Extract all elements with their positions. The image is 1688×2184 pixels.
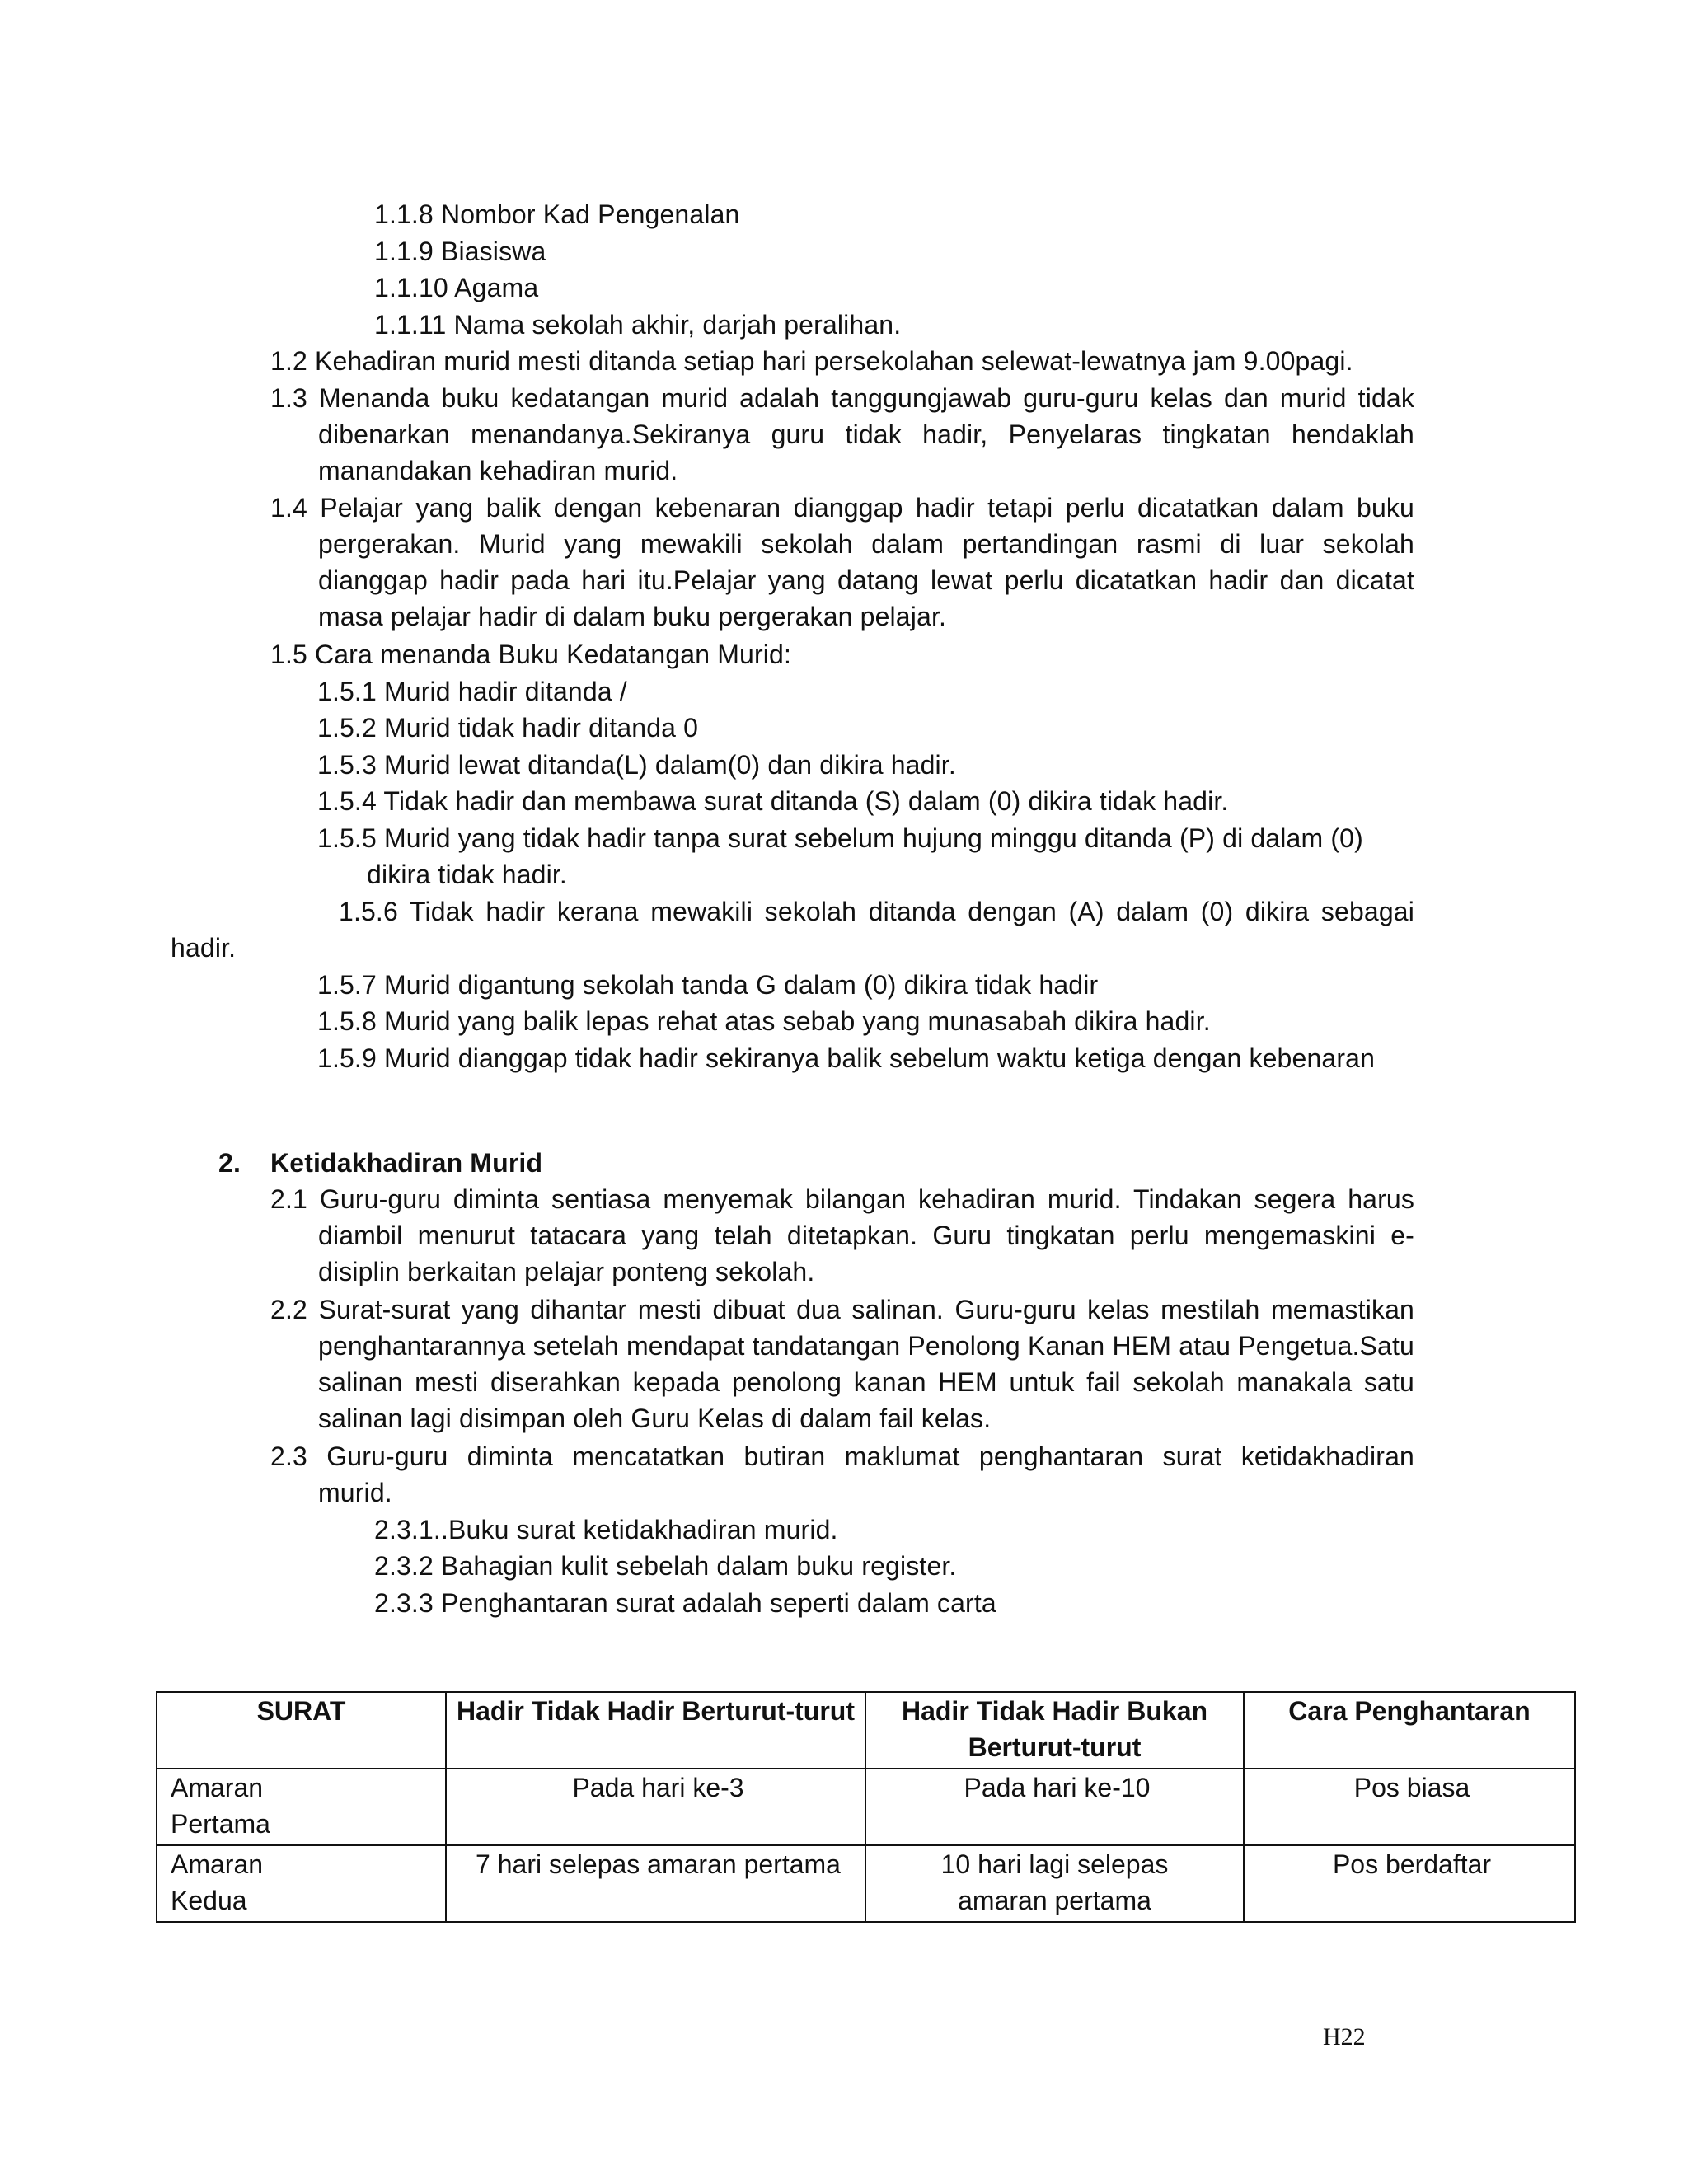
table-cell-bukan-berturut-turut: 10 hari lagi selepas amaran pertama — [865, 1845, 1244, 1922]
list-item-1-5-8: 1.5.8 Murid yang balik lepas rehat atas sebab yang munasabah dikira hadir. — [317, 1006, 1211, 1036]
list-item-1-5-2: 1.5.2 Murid tidak hadir ditanda 0 — [317, 713, 699, 743]
table-row — [157, 1769, 1575, 1845]
paragraph-2-3 — [270, 1438, 1414, 1511]
table-cell-berturut-turut: 7 hari selepas amaran pertama — [446, 1845, 865, 1922]
paragraph-1-4-continuation: pergerakan. Murid yang mewakili sekolah dalam pertandingan rasmi di luar sekolah dianggap hadir pada hari itu.Pelajar yang datang lewat perlu dicatatkan hadir dan dicatat masa pelajar hadir di dalam buku pergerakan pelajar. — [318, 529, 1414, 631]
paragraph-2-2 — [270, 1291, 1414, 1436]
list-item-1-1-9: 1.1.9 Biasiswa — [374, 237, 546, 266]
table-header-berturut-turut: Hadir Tidak Hadir Berturut-turut — [446, 1692, 865, 1769]
table-header-surat: SURAT — [157, 1692, 446, 1769]
list-item-2-3-3: 2.3.3 Penghantaran surat adalah seperti dalam carta — [374, 1588, 996, 1618]
list-item-1-5-6: 1.5.6 Tidak hadir kerana mewakili sekolah ditanda dengan (A) dalam (0) dikira sebagai — [339, 897, 1414, 926]
table-cell-bukan-berturut-turut: Pada hari ke-10 — [865, 1769, 1244, 1845]
paragraph-1-4-first-line: 1.4 Pelajar yang balik dengan kebenaran dianggap hadir tetapi perlu dicatatkan dalam buku — [270, 493, 1414, 523]
paragraph-2-1-first-line: 2.1 Guru-guru diminta sentiasa menyemak bilangan kehadiran murid. Tindakan segera harus — [270, 1184, 1414, 1214]
table-cell-surat: Amaran Kedua — [157, 1845, 446, 1922]
table-header-bukan-berturut-turut: Hadir Tidak Hadir Bukan Berturut-turut — [865, 1692, 1244, 1769]
list-item-1-5-6-continuation: hadir. — [171, 933, 237, 963]
paragraph-2-1-continuation: diambil menurut tatacara yang telah ditetapkan. Guru tingkatan perlu mengemaskini e-disiplin berkaitan pelajar ponteng sekolah. — [318, 1221, 1414, 1286]
table-header-row — [157, 1692, 1575, 1769]
paragraph-2-2-continuation: penghantarannya setelah mendapat tandatangan Penolong Kanan HEM atau Pengetua.Satu salinan mesti diserahkan kepada penolong kanan HEM untuk fail sekolah manakala satu salinan lagi disimpan oleh Guru Kelas di dalam fail kelas. — [318, 1331, 1414, 1433]
list-item-1-1-11: 1.1.11 Nama sekolah akhir, darjah peralihan. — [374, 310, 902, 340]
list-item-1-5-4: 1.5.4 Tidak hadir dan membawa surat ditanda (S) dalam (0) dikira tidak hadir. — [317, 786, 1229, 816]
paragraph-1-5: 1.5 Cara menanda Buku Kedatangan Murid: — [270, 640, 792, 669]
list-item-2-3-2: 2.3.2 Bahagian kulit sebelah dalam buku register. — [374, 1551, 957, 1581]
table-cell-berturut-turut: Pada hari ke-3 — [446, 1769, 865, 1845]
list-item-2-3-1: 2.3.1..Buku surat ketidakhadiran murid. — [374, 1515, 838, 1544]
paragraph-1-4 — [270, 490, 1414, 635]
table-cell-cara-penghantaran: Pos biasa — [1244, 1769, 1575, 1845]
paragraph-2-3-first-line: 2.3 Guru-guru diminta mencatatkan butiran maklumat penghantaran surat ketidakhadiran — [270, 1441, 1414, 1471]
list-item-1-5-5-continuation: dikira tidak hadir. — [367, 860, 567, 889]
paragraph-2-3-continuation: murid. — [318, 1478, 392, 1507]
paragraph-2-2-first-line: 2.2 Surat-surat yang dihantar mesti dibuat dua salinan. Guru-guru kelas mestilah memastikan — [270, 1295, 1414, 1324]
list-item-1-5-9: 1.5.9 Murid dianggap tidak hadir sekiranya balik sebelum waktu ketiga dengan kebenaran — [317, 1043, 1376, 1073]
paragraph-2-1 — [270, 1181, 1414, 1290]
list-item-1-5-7: 1.5.7 Murid digantung sekolah tanda G dalam (0) dikira tidak hadir — [317, 970, 1099, 1000]
section-2-number: 2. — [218, 1148, 241, 1178]
table-cell-surat: Amaran Pertama — [157, 1769, 446, 1845]
paragraph-1-3-continuation: dibenarkan menandanya.Sekiranya guru tidak hadir, Penyelaras tingkatan hendaklah manandakan kehadiran murid. — [318, 419, 1414, 485]
list-item-1-1-8: 1.1.8 Nombor Kad Pengenalan — [374, 199, 740, 229]
table-header-cara-penghantaran: Cara Penghantaran — [1244, 1692, 1575, 1769]
list-item-1-5-5: 1.5.5 Murid yang tidak hadir tanpa surat sebelum hujung minggu ditanda (P) di dalam (0) — [317, 823, 1363, 853]
paragraph-1-2: 1.2 Kehadiran murid mesti ditanda setiap hari persekolahan selewat-lewatnya jam 9.00pagi. — [270, 346, 1353, 376]
page-number: H22 — [1323, 2023, 1366, 2050]
paragraph-1-3-first-line: 1.3 Menanda buku kedatangan murid adalah tanggungjawab guru-guru kelas dan murid tidak — [270, 383, 1414, 413]
paragraph-1-3 — [270, 380, 1414, 489]
surat-delivery-table — [156, 1691, 1576, 1923]
table-row — [157, 1845, 1575, 1922]
list-item-1-5-3: 1.5.3 Murid lewat ditanda(L) dalam(0) dan dikira hadir. — [317, 750, 956, 780]
section-2-heading: Ketidakhadiran Murid — [270, 1148, 543, 1178]
list-item-1-5-1: 1.5.1 Murid hadir ditanda / — [317, 677, 627, 706]
table-cell-cara-penghantaran: Pos berdaftar — [1244, 1845, 1575, 1922]
list-item-1-1-10: 1.1.10 Agama — [374, 273, 539, 302]
